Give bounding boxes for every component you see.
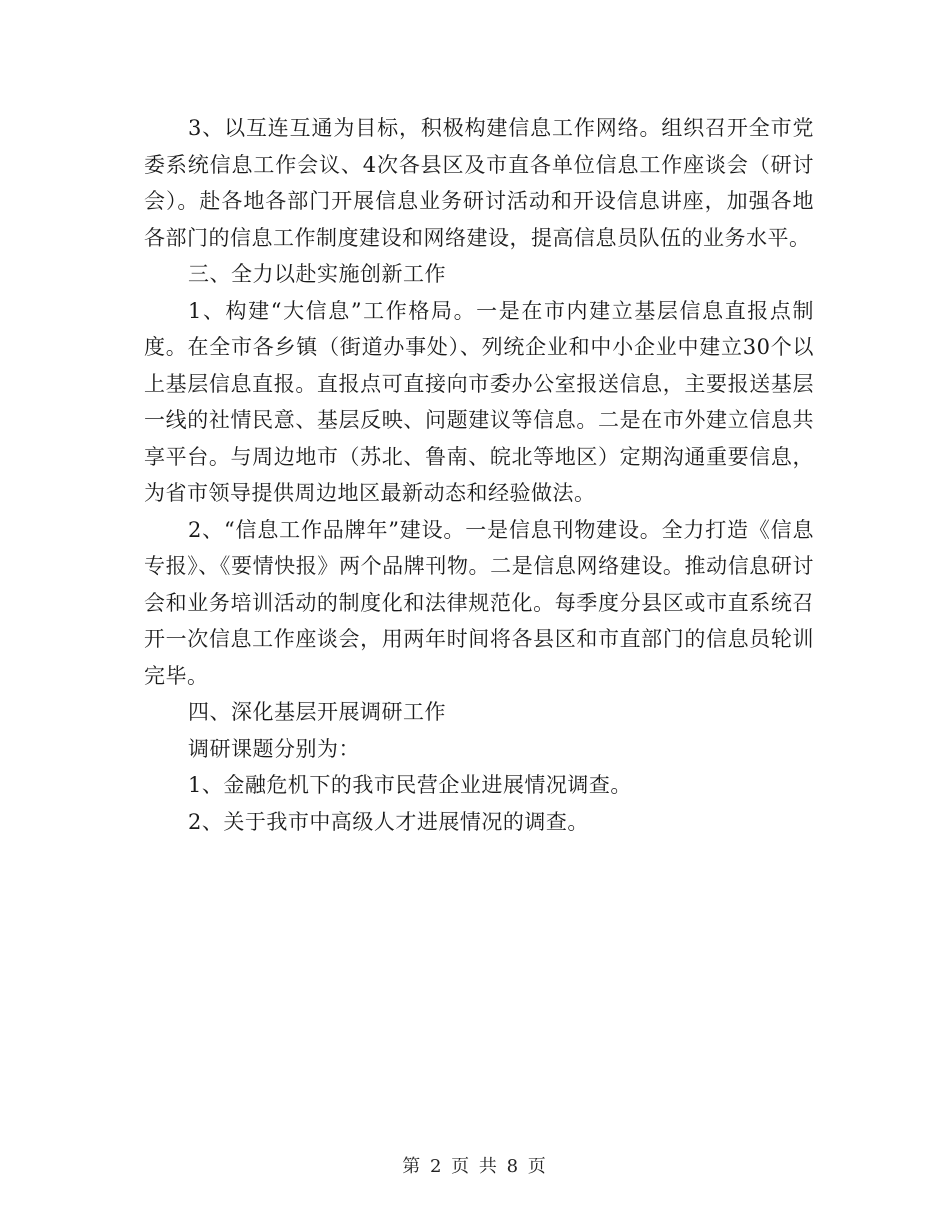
paragraph-research-topic-2: 2、关于我市中高级人才进展情况的调查。 bbox=[188, 809, 589, 834]
paragraph-research-topics-intro: 调研课题分别为： bbox=[188, 736, 360, 761]
page-number: 第 2 页 共 8 页 bbox=[402, 1156, 548, 1177]
section-heading-research: 四、深化基层开展调研工作 bbox=[188, 700, 446, 724]
page-footer bbox=[0, 1152, 950, 1178]
document-body bbox=[144, 110, 814, 840]
paragraph-big-information: 1、构建“大信息”工作格局。一是在市内建立基层信息直报点制度。在全市各乡镇（街道办事处）、列统企业和中小企业中建立30个以上基层信息直报。直报点可直接向市委办公室报送信息，主要报送基层一线的社情民意、基层反映、问题建议等信息。二是在市外建立信息共享平台。与周边地市（苏北、鲁南、皖北等地区）定期沟通重要信息，为省市领导提供周边地区最新动态和经验做法。 bbox=[144, 298, 814, 505]
paragraph-research-topic-1: 1、金融危机下的我市民营企业进展情况调查。 bbox=[188, 773, 632, 797]
paragraph-network-building: 3、以互连互通为目标，积极构建信息工作网络。组织召开全市党委系统信息工作会议、4次各县区及市直各单位信息工作座谈会（研讨会）。赴各地各部门开展信息业务研讨活动和开设信息讲座，加强各地各部门的信息工作制度建设和网络建设，提高信息员队伍的业务水平。 bbox=[144, 116, 814, 250]
paragraph-brand-year: 2、“信息工作品牌年”建设。一是信息刊物建设。全力打造《信息专报》、《要情快报》两个品牌刊物。二是信息网络建设。推动信息研讨会和业务培训活动的制度化和法律规范化。每季度分县区或市直系统召开一次信息工作座谈会，用两年时间将各县区和市直部门的信息员轮训完毕。 bbox=[144, 517, 814, 688]
section-heading-innovation: 三、全力以赴实施创新工作 bbox=[188, 262, 446, 286]
